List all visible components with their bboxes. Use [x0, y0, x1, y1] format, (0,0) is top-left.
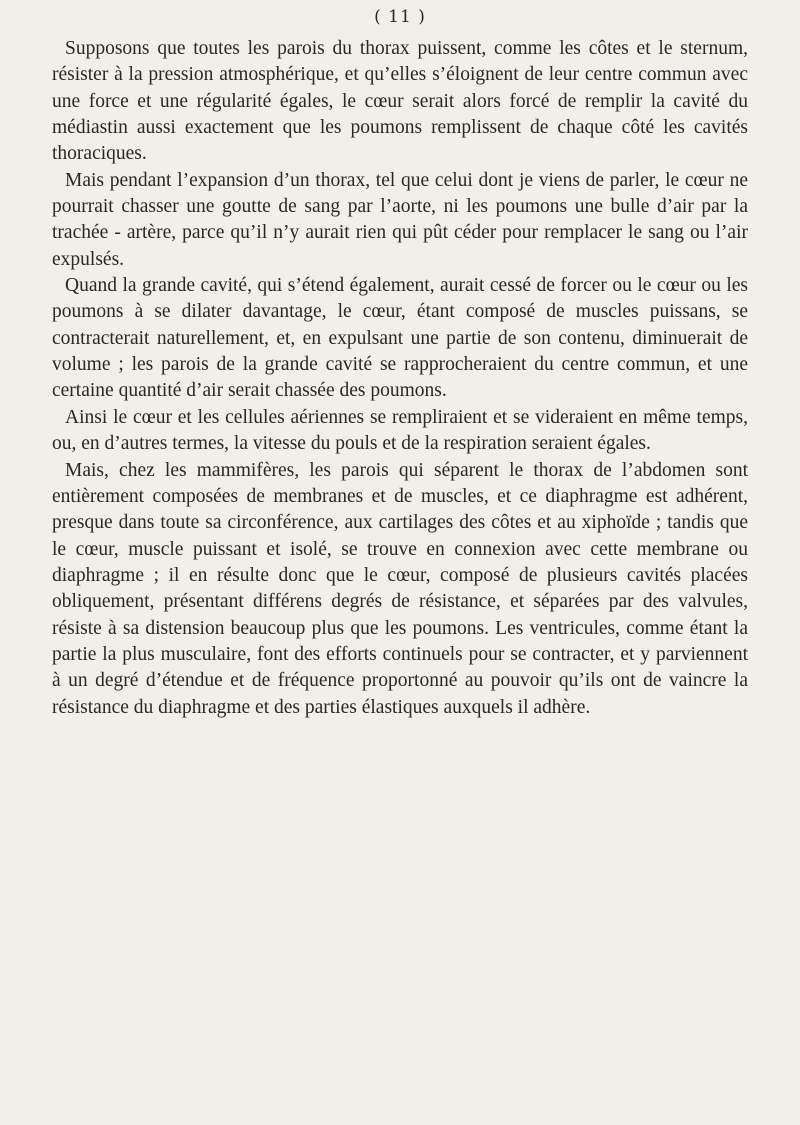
paragraph-1: Supposons que toutes les parois du thorax puissent, comme les côtes et le sternum, résister à la pression atmosphérique, et qu’elles s’éloignent de leur centre commun avec une force et une régularité égales, le cœur serait alors forcé de remplir la cavité du médiastin aussi exactement que les poumons remplissent de chaque côté les cavités thoraciques. [52, 38, 748, 165]
page-number: ( 11 ) [374, 7, 426, 27]
paragraph-3: Quand la grande cavité, qui s’étend également, aurait cessé de forcer ou le cœur ou les poumons à se dilater davantage, le cœur, étant composé de muscles puissans, se contracterait naturellement, et, en expulsant une partie de son contenu, diminuerait de volume ; les parois de la grande cavité se rapprocheraient du centre commun, et une certaine quantité d’air serait chassée des poumons. [52, 275, 748, 402]
paragraph-4: Ainsi le cœur et les cellules aériennes se rempliraient et se videraient en même temps, ou, en d’autres termes, la vitesse du pouls et de la respiration seraient égales. [52, 406, 748, 455]
paragraph-5: Mais, chez les mammifères, les parois qui séparent le thorax de l’abdomen sont entièrement composées de membranes et de muscles, et ce diaphragme est adhérent, presque dans toute sa circonférence, aux cartilages des côtes et au xiphoïde ; tandis que le cœur, muscle puissant et isolé, se trouve en connexion avec cette membrane ou diaphragme ; il en résulte donc que le cœur, composé de plusieurs cavités placées obliquement, présentant différens degrés de résistance, et séparées par des valvules, résiste à sa distension beaucoup plus que les poumons. Les ventricules, comme étant la partie la plus musculaire, font des efforts continuels pour se contracter, et y parviennent à un degré d’étendue et de fréquence proportonné au pouvoir qu’ils ont de vaincre la résistance du diaphragme et des parties élastiques auxquels il adhère. [52, 459, 748, 718]
body-text [52, 36, 748, 721]
paragraph-2: Mais pendant l’expansion d’un thorax, tel que celui dont je viens de parler, le cœur ne pourrait chasser une goutte de sang par l’aorte, ni les poumons une bulle d’air par la trachée - artère, parce qu’il n’y aurait rien qui pût céder pour remplacer le sang ou l’air expulsés. [52, 169, 748, 270]
